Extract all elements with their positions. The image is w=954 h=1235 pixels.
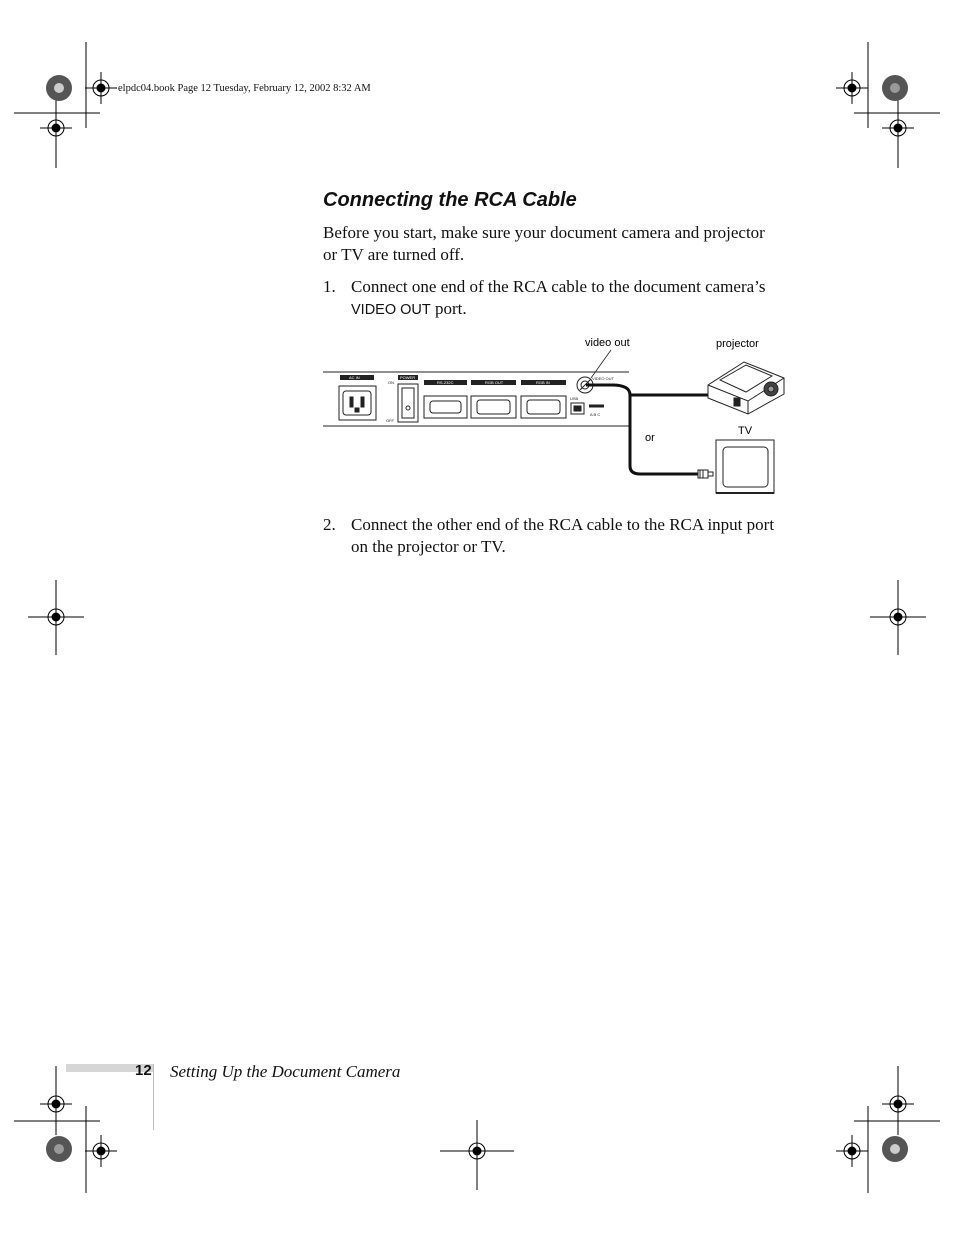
footer-rule — [153, 1064, 154, 1130]
connection-diagram — [0, 0, 954, 520]
section-heading: Connecting the RCA Cable — [323, 189, 577, 211]
rca-cable — [586, 385, 710, 474]
panel-label-rgb-out: RGB OUT — [485, 380, 504, 385]
page-number: 12 — [135, 1062, 152, 1079]
label-projector: projector — [716, 338, 759, 350]
step-text-after: port. — [430, 299, 467, 318]
label-or: or — [645, 432, 655, 444]
tv-illustration — [716, 440, 774, 493]
intro-paragraph: Before you start, make sure your document camera and projector or TV are turned off. — [323, 223, 765, 264]
file-slug: elpdc04.book Page 12 Tuesday, February 12, 2002 8:32 AM — [118, 83, 371, 94]
step-number: 1. — [323, 277, 336, 296]
panel-label-power: POWER — [400, 375, 416, 380]
panel-label-off: OFF — [386, 418, 394, 423]
step-2 — [323, 514, 783, 558]
label-tv: TV — [738, 425, 753, 437]
panel-label-on: ON — [388, 380, 394, 385]
step-text: Connect the other end of the RCA cable to the RCA input port on the projector or TV. — [351, 515, 775, 556]
step-text-before: Connect one end of the RCA cable to the document camera’s — [351, 277, 766, 296]
rca-plug — [698, 470, 713, 478]
step-number: 2. — [323, 515, 336, 534]
panel-label-video-out: VIDEO OUT — [592, 376, 615, 381]
panel-label-ac-in: AC IN — [349, 375, 360, 380]
panel-label-rgb-in: RGB IN — [536, 380, 550, 385]
running-footer-title: Setting Up the Document Camera — [170, 1062, 401, 1081]
panel-label-rs232c: RS-232C — [437, 380, 454, 385]
panel-label-abc: A B C — [590, 412, 601, 417]
port-name: VIDEO OUT — [351, 302, 431, 318]
panel-label-usb: USB — [570, 396, 579, 401]
projector-illustration — [708, 362, 784, 414]
label-video-out: video out — [585, 337, 630, 349]
